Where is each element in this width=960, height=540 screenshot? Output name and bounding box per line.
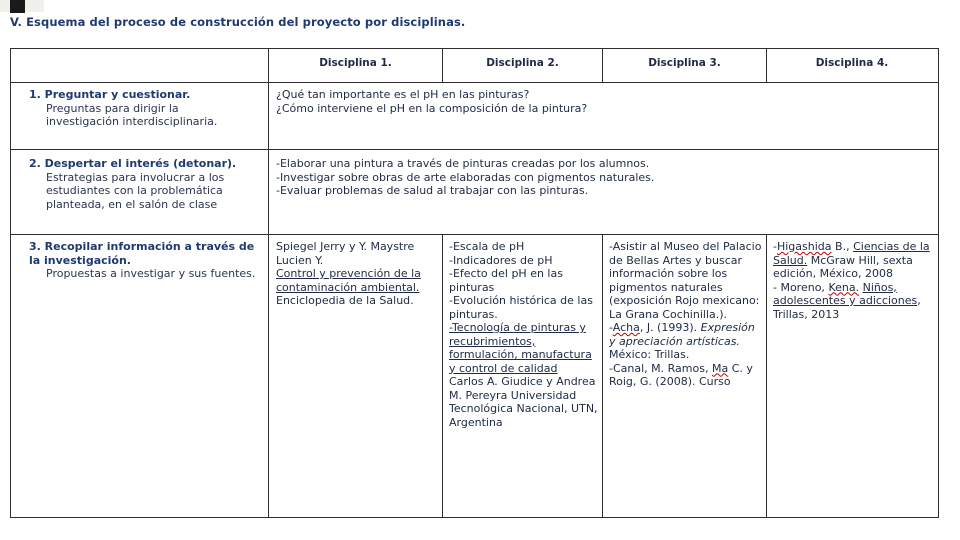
row3-disciplina-4 <box>773 240 933 321</box>
row2-title: 2. Despertar el interés (detonar). <box>29 157 237 170</box>
row3-label <box>29 240 257 281</box>
row2-content <box>276 157 926 198</box>
row1-question-2: ¿Cómo interviene el pH en la composición de la pintura? <box>276 101 588 115</box>
row3-disciplina-2 <box>449 240 599 429</box>
d3-ref1-author: Acha <box>612 321 640 334</box>
row1-title: 1. Preguntar y cuestionar. <box>29 88 191 101</box>
row2-strategy-2: -Investigar sobre obras de arte elaboradas con pigmentos naturales. <box>276 170 655 184</box>
header-disciplina-4: Disciplina 4. <box>815 57 889 69</box>
d4-title2: Niños, adolescentes y adicciones <box>773 280 918 307</box>
d3-ref2-a: -Canal, M. Ramos, <box>609 361 709 375</box>
d4-author2-a: - Moreno, <box>773 280 825 294</box>
d4-author-rest: B., <box>835 240 850 253</box>
col-rule-2-bottom <box>442 234 443 517</box>
d3-ref1 <box>609 321 763 362</box>
col-rule-1 <box>268 49 269 517</box>
d4-author2-b: Kena. <box>828 280 860 294</box>
row2-subtitle: Estrategias para involucrar a los estudiantes con la problemática planteada, en el salón de clase <box>46 170 225 211</box>
slide-marker <box>10 0 25 13</box>
d4-prefix: - <box>773 240 777 253</box>
row1-subtitle: Preguntas para dirigir la investigación interdisciplinaria. <box>46 101 218 128</box>
d3-ref2-b: Ma <box>711 361 729 375</box>
d2-item-3: -Efecto del pH en las pinturas <box>449 267 563 294</box>
d2-authors: Carlos A. Giudice y Andrea M. Pereyra Universidad Tecnológica Nacional, UTN, Argentina <box>449 375 598 429</box>
section-heading: V. Esquema del proceso de construcción del proyecto por disciplinas. <box>10 15 466 29</box>
header-rule <box>11 82 938 83</box>
d4-author: Higashida <box>776 240 832 253</box>
d3-ref1-pub: México: Trillas. <box>609 348 690 361</box>
row2-rule <box>11 234 938 235</box>
row3-subtitle: Propuestas a investigar y sus fuentes. <box>46 267 256 280</box>
row2-strategy-3: -Evaluar problemas de salud al trabajar con las pinturas. <box>276 184 589 197</box>
d2-item-1: -Escala de pH <box>449 240 525 253</box>
disciplines-table <box>10 48 939 518</box>
d4-pub1: McGraw Hill, sexta edición, México, 2008 <box>773 253 913 280</box>
d3-visit: -Asistir al Museo del Palacio de Bellas Artes y buscar información sobre los pigmentos naturales (exposición Rojo mexicano: La Grana Cochinilla.). <box>609 240 762 321</box>
row3-title: 3. Recopilar información a través de la investigación. <box>29 240 255 267</box>
row3-disciplina-3 <box>609 240 763 389</box>
d4-title1: Ciencias de la Salud. <box>773 240 930 267</box>
d4-ref1 <box>773 240 933 281</box>
col-rule-3-bottom <box>602 234 603 517</box>
header-disciplina-3: Disciplina 3. <box>648 57 721 69</box>
d3-ref1-prefix: - <box>609 321 613 334</box>
d2-item-2: -Indicadores de pH <box>449 253 553 267</box>
row1-content <box>276 88 916 115</box>
d4-pub2: , Trillas, 2013 <box>773 294 921 321</box>
row1-question-1: ¿Qué tan importante es el pH en las pinturas? <box>276 88 530 101</box>
d3-ref2 <box>609 362 763 389</box>
row3-disciplina-1 <box>276 240 438 308</box>
d3-ref1-title: Expresión y apreciación artísticas. <box>609 321 755 348</box>
d2-book-title: -Tecnología de pinturas y recubrimientos, formulación, manufactura y control de calidad <box>449 321 592 375</box>
d1-extra: Enciclopedia de la Salud. <box>276 294 414 307</box>
d3-ref1-rest: , J. (1993). <box>639 321 698 334</box>
col-rule-4-bottom <box>766 234 767 517</box>
row2-strategy-1: -Elaborar una pintura a través de pinturas creadas por los alumnos. <box>276 157 650 170</box>
d1-book-title: Control y prevención de la contaminación ambiental. <box>276 267 421 294</box>
d3-ref2-c: C. y Roig, G. (2008). Curso <box>609 361 753 388</box>
d2-item-4: -Evolución histórica de las pinturas. <box>449 294 593 321</box>
header-disciplina-1: Disciplina 1. <box>319 57 392 69</box>
header-disciplina-2: Disciplina 2. <box>486 57 559 69</box>
d1-authors: Spiegel Jerry y Y. Maystre Lucien Y. <box>276 240 415 267</box>
row1-label <box>29 88 239 129</box>
d4-ref2 <box>773 281 933 322</box>
row2-label <box>29 157 265 211</box>
row1-rule <box>11 149 938 150</box>
